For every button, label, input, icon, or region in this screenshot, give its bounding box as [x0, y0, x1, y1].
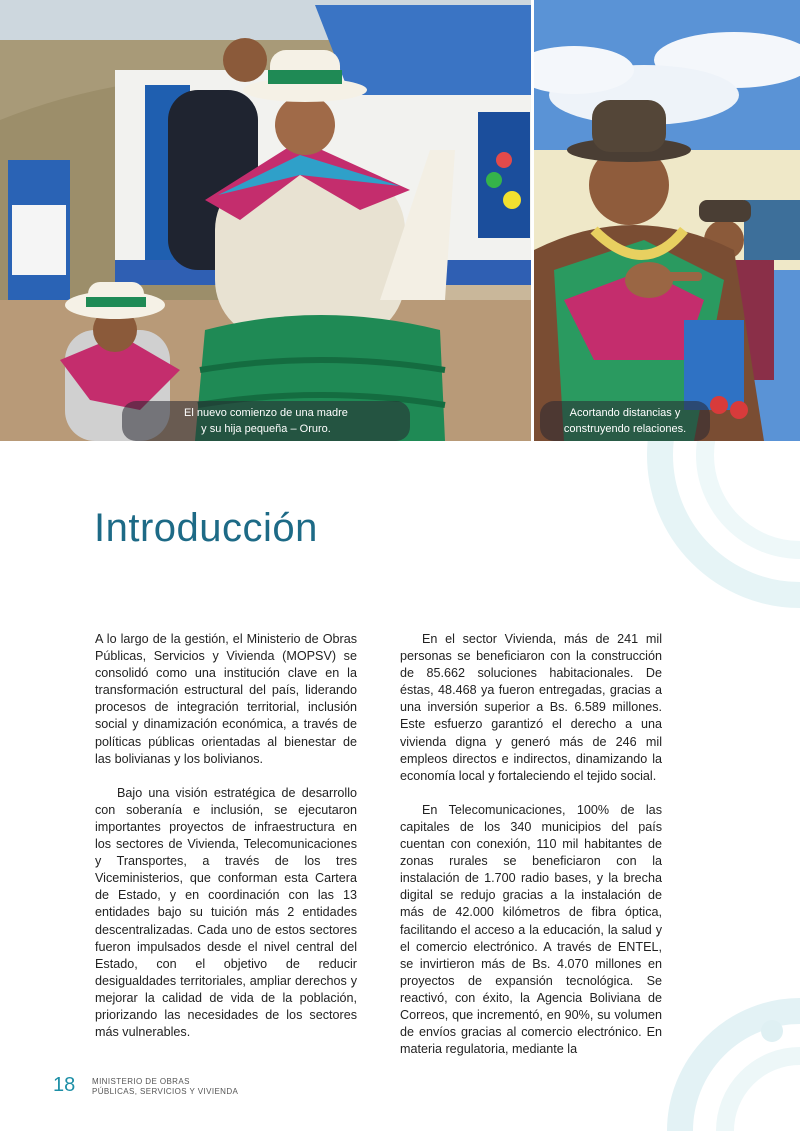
page-number: 18: [53, 1074, 76, 1096]
body-column-left: [95, 631, 357, 1058]
paragraph-intro: A lo largo de la gestión, el Ministerio de Obras Públicas, Servicios y Vivienda (MOPSV) se consolidó como una institución clave en la transformación estructural del país, liderando procesos de integración territorial, inclusión social y dinamización económica, a través de políticas públicas orientadas al bienestar de las bolivianas y los bolivianos.: [95, 632, 357, 766]
page-title: Introducción: [94, 506, 318, 550]
photo-caption-right: [540, 401, 710, 441]
footer-ministry-name: [92, 1077, 238, 1096]
paragraph-strategic-vision: Bajo una visión estratégica de desarrollo con soberanía e inclusión, se ejecutaron importantes proyectos de infraestructura en los sectores de Vivienda, Telecomunicaciones y Transportes, a través de los tres Viceministerios, que conforman esta Cartera de Estado, y en coordinación con las 13 entidades bajo su tuición más 2 entidades descentralizadas. Cada uno de estos sectores fueron impulsados desde el nivel central del Estado, con el objetivo de reducir desigualdades territoriales, ampliar derechos y mejorar la calidad de vida de la población, priorizando las necesidades de los sectores más vulnerables.: [95, 785, 357, 1040]
paragraph-telecommunications: En Telecomunicaciones, 100% de las capitales de los 340 municipios del país cuentan con conexión, 110 mil habitantes de zonas rurales se beneficiaron con la instalación de 1.700 radio bases, y la brecha digital se redujo gracias a la instalación de más de 42.000 kilómetros de fibra óptica, facilitando el acceso a la educación, la salud y el comercio electrónico. A través de ENTEL, se invirtieron más de Bs. 4.070 millones en proyectos de expansión tecnológica. Se reactivó, con éxito, la Agencia Boliviana de Correos, que incrementó, en 90%, su volumen de envíos gracias al comercio electrónico. En materia regulatoria, mediante la: [400, 802, 662, 1057]
caption-right-line1: Acortando distancias y: [569, 407, 681, 419]
paragraph-housing: En el sector Vivienda, más de 241 mil personas se beneficiaron con la construcción de 85.662 soluciones habitacionales. De éstas, 48.468 ya fueron entregadas, gracias a una inversión superior a Bs. 6.589 millones. Este esfuerzo garantizó el derecho a una vivienda digna y generó más de 246 mil empleos directos e indirectos, dinamizando la economía local y fortaleciendo el tejido social.: [400, 632, 662, 783]
footer-ministry-line2: PÚBLICAS, SERVICIOS Y VIVIENDA: [92, 1086, 239, 1096]
caption-right-line2: construyendo relaciones.: [563, 423, 687, 435]
footer-ministry-line1: MINISTERIO DE OBRAS: [92, 1077, 190, 1086]
photo-caption-left: [122, 401, 410, 441]
caption-left-line1: El nuevo comienzo de una madre: [184, 407, 348, 419]
body-column-right: [400, 631, 662, 1075]
caption-left-line2: y su hija pequeña – Oruro.: [201, 423, 331, 435]
photo-man-pointing: [534, 0, 800, 441]
photo-mother-and-daughter: [0, 0, 531, 441]
